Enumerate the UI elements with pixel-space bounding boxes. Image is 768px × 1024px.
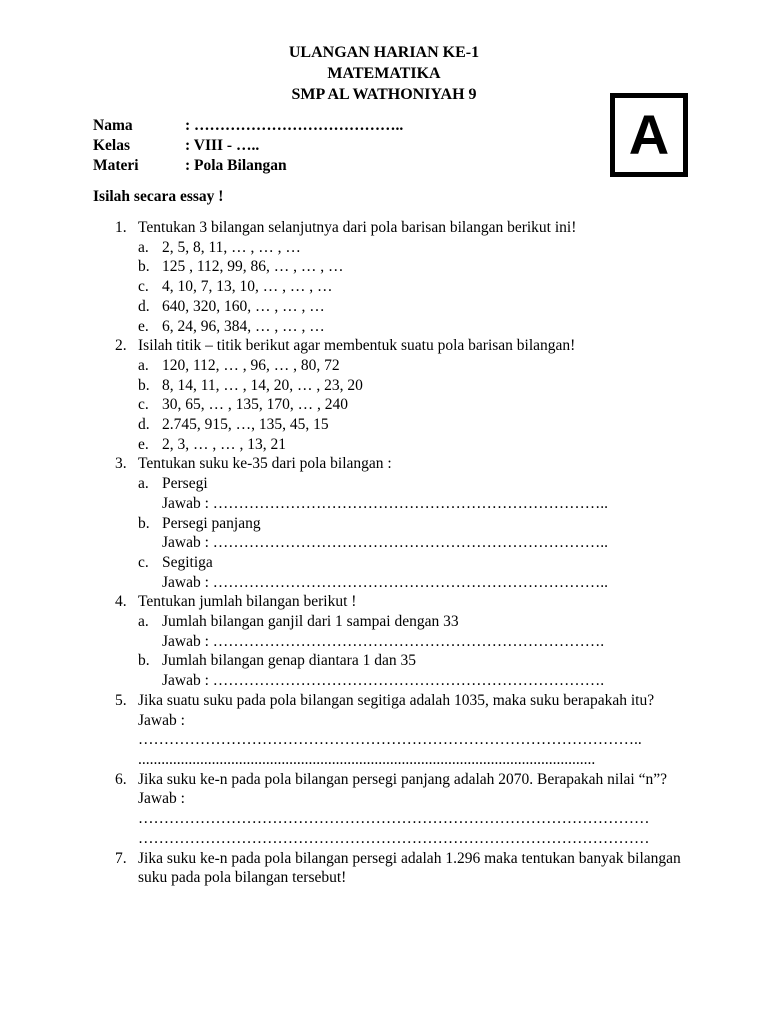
sub-question-list (138, 356, 683, 455)
sub-letter: a. (138, 475, 149, 493)
sub-text: Jumlah bilangan genap diantara 1 dan 35 (162, 652, 416, 670)
sub-letter: c. (138, 396, 149, 414)
sub-letter: b. (138, 514, 150, 532)
question-text: Jika suku ke-n pada pola bilangan persegi adalah 1.296 maka tentukan banyak bilangan suku pada pola bilangan tersebut! (138, 849, 681, 887)
question-7 (93, 849, 683, 888)
question-2 (93, 336, 683, 454)
answer-line[interactable]: Jawab : ………………………………………………………………….. (162, 534, 609, 552)
sub-text: Jumlah bilangan ganjil dari 1 sampai dengan 33 (162, 613, 459, 631)
sub-question (138, 297, 683, 317)
question-number: 7. (115, 849, 127, 867)
info-row-kelas (93, 136, 403, 156)
question-number: 4. (115, 593, 127, 611)
question-number: 2. (115, 337, 127, 355)
question-number: 5. (115, 691, 127, 709)
sub-letter: a. (138, 238, 149, 256)
question-text: Tentukan suku ke-35 dari pola bilangan : (138, 455, 392, 473)
question-5 (93, 691, 683, 770)
question-text: Jika suatu suku pada pola bilangan segitiga adalah 1035, maka suku berapakah itu? (138, 691, 655, 709)
sub-text: 8, 14, 11, … , 14, 20, … , 23, 20 (162, 376, 363, 394)
question-3 (93, 454, 683, 592)
sub-question (138, 415, 683, 435)
answer-line[interactable]: ...................................................................................................................... (138, 750, 596, 768)
sub-text: 125 , 112, 99, 86, … , … , … (162, 258, 344, 276)
question-1 (93, 218, 683, 336)
sub-question (138, 395, 683, 415)
sub-question-list (138, 238, 683, 337)
version-letter: A (628, 103, 670, 167)
question-list (93, 218, 683, 888)
sub-question (138, 277, 683, 297)
answer-line[interactable]: ……………………………………………………………………………………… (138, 810, 650, 828)
version-letter-box (610, 93, 688, 177)
answer-label: Jawab : (138, 790, 185, 808)
question-6 (93, 770, 683, 849)
sub-letter: d. (138, 416, 150, 434)
sub-question (138, 376, 683, 396)
sub-question (138, 435, 683, 455)
school-name: SMP AL WATHONIYAH 9 (291, 86, 477, 103)
sub-letter: b. (138, 258, 150, 276)
answer-line[interactable]: Jawab : …………………………………………………………………. (162, 672, 605, 690)
info-value: : VIII - ….. (185, 137, 260, 154)
sub-text: Segitiga (162, 553, 213, 571)
sub-text: 2, 5, 8, 11, … , … , … (162, 238, 301, 256)
sub-text: 640, 320, 160, … , … , … (162, 297, 325, 315)
info-value: : Pola Bilangan (185, 157, 287, 174)
info-label: Materi (93, 157, 139, 174)
answer-line[interactable]: ……………………………………………………………………………………… (138, 829, 650, 847)
sub-question (138, 612, 683, 651)
sub-question (138, 651, 683, 690)
info-row-nama (93, 116, 403, 136)
answer-line[interactable]: …………………………………………………………………………………….. (138, 731, 642, 749)
sub-text: Persegi (162, 475, 208, 493)
info-label: Kelas (93, 137, 131, 154)
instruction: Isilah secara essay ! (93, 188, 224, 205)
sub-letter: b. (138, 376, 150, 394)
sub-text: 6, 24, 96, 384, … , … , … (162, 317, 325, 335)
subject-title: MATEMATIKA (327, 65, 441, 82)
sub-letter: e. (138, 435, 149, 453)
sub-text: 30, 65, … , 135, 170, … , 240 (162, 396, 348, 414)
sub-question (138, 317, 683, 337)
info-label: Nama (93, 117, 133, 134)
answer-label: Jawab : (138, 711, 185, 729)
info-value: : ………………………………….. (185, 117, 404, 134)
sub-letter: e. (138, 317, 149, 335)
sub-letter: d. (138, 297, 150, 315)
question-number: 1. (115, 219, 127, 236)
answer-line[interactable]: Jawab : ………………………………………………………………….. (162, 573, 609, 591)
question-number: 3. (115, 455, 127, 473)
question-text: Tentukan 3 bilangan selanjutnya dari pola barisan bilangan berikut ini! (138, 219, 577, 236)
sub-question (138, 238, 683, 258)
info-row-materi (93, 156, 403, 176)
sub-question-list (138, 474, 683, 592)
sub-text: 120, 112, … , 96, … , 80, 72 (162, 356, 340, 374)
answer-line[interactable]: Jawab : …………………………………………………………………. (162, 632, 605, 650)
sub-question (138, 356, 683, 376)
answer-line[interactable]: Jawab : ………………………………………………………………….. (162, 494, 609, 512)
question-number: 6. (115, 770, 127, 788)
sub-question (138, 514, 683, 553)
sub-letter: a. (138, 356, 149, 374)
sub-question-list (138, 612, 683, 691)
sub-question (138, 474, 683, 513)
question-4 (93, 592, 683, 691)
question-text: Tentukan jumlah bilangan berikut ! (138, 593, 357, 611)
sub-letter: a. (138, 613, 149, 631)
sub-question (138, 257, 683, 277)
question-text: Jika suku ke-n pada pola bilangan persegi panjang adalah 2070. Berapakah nilai “n”? (138, 770, 667, 788)
student-info (93, 116, 403, 176)
sub-text: Persegi panjang (162, 514, 261, 532)
sub-letter: c. (138, 278, 149, 296)
sub-letter: b. (138, 652, 150, 670)
sub-text: 2, 3, … , … , 13, 21 (162, 435, 286, 453)
exam-title: ULANGAN HARIAN KE-1 (288, 44, 480, 61)
question-text: Isilah titik – titik berikut agar membentuk suatu pola barisan bilangan! (138, 337, 576, 355)
sub-question (138, 553, 683, 592)
sub-letter: c. (138, 553, 149, 571)
sub-text: 4, 10, 7, 13, 10, … , … , … (162, 278, 333, 296)
sub-text: 2.745, 915, …, 135, 45, 15 (162, 416, 329, 434)
